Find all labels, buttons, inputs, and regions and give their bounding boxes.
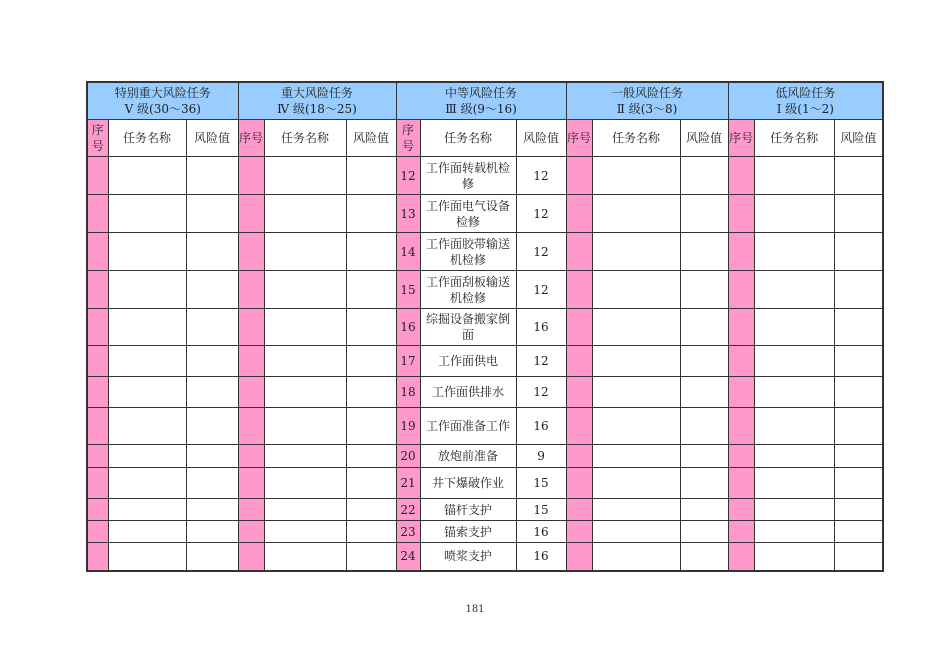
- risk-value-cell: [346, 543, 396, 571]
- risk-value-cell: [186, 408, 238, 445]
- risk-value-cell: [346, 309, 396, 346]
- table-row: [87, 521, 883, 543]
- task-name-cell: [108, 377, 186, 408]
- task-name-cell: 锚杆支护: [420, 499, 516, 521]
- column-header-seq: 序号: [87, 120, 108, 157]
- seq-cell: [87, 271, 108, 309]
- risk-value-cell: [834, 157, 883, 195]
- risk-value-cell: [680, 195, 728, 233]
- task-name-cell: [264, 309, 346, 346]
- task-name-cell: [108, 408, 186, 445]
- table-row: [87, 195, 883, 233]
- page-number: 181: [465, 604, 485, 615]
- task-name-cell: [592, 468, 680, 499]
- task-name-cell: [754, 468, 834, 499]
- seq-cell: [728, 346, 754, 377]
- risk-value-cell: [834, 195, 883, 233]
- task-name-cell: [592, 377, 680, 408]
- table-row: [87, 346, 883, 377]
- seq-cell: [87, 195, 108, 233]
- task-name-cell: [264, 521, 346, 543]
- risk-value-cell: 16: [516, 408, 566, 445]
- task-name-cell: 工作面电气设备检修: [420, 195, 516, 233]
- task-name-cell: [754, 445, 834, 468]
- seq-cell: 12: [396, 157, 420, 195]
- column-header-value: 风险值: [680, 120, 728, 157]
- seq-cell: [87, 377, 108, 408]
- task-name-cell: [592, 346, 680, 377]
- seq-cell: 24: [396, 543, 420, 571]
- seq-cell: 20: [396, 445, 420, 468]
- risk-value-cell: [346, 271, 396, 309]
- seq-cell: [87, 346, 108, 377]
- seq-cell: [238, 271, 264, 309]
- seq-cell: [566, 346, 592, 377]
- column-header-seq: 序号: [566, 120, 592, 157]
- risk-value-cell: 15: [516, 499, 566, 521]
- risk-value-cell: [186, 468, 238, 499]
- table-body: [87, 157, 883, 571]
- group-header-major: [238, 82, 396, 120]
- column-header-seq: 序号: [728, 120, 754, 157]
- risk-value-cell: [680, 543, 728, 571]
- seq-cell: [566, 468, 592, 499]
- seq-cell: [566, 377, 592, 408]
- risk-value-cell: [346, 521, 396, 543]
- seq-cell: [728, 309, 754, 346]
- table-row: [87, 445, 883, 468]
- risk-value-cell: [834, 377, 883, 408]
- seq-cell: [87, 468, 108, 499]
- risk-value-cell: [186, 521, 238, 543]
- task-name-cell: [592, 309, 680, 346]
- task-name-cell: [592, 271, 680, 309]
- risk-value-cell: [834, 521, 883, 543]
- task-name-cell: [754, 309, 834, 346]
- seq-cell: [728, 408, 754, 445]
- task-name-cell: [592, 157, 680, 195]
- seq-cell: [238, 408, 264, 445]
- task-name-cell: [754, 408, 834, 445]
- seq-cell: 15: [396, 271, 420, 309]
- table-row: [87, 543, 883, 571]
- table-row: [87, 377, 883, 408]
- column-header-value: 风险值: [516, 120, 566, 157]
- seq-cell: [728, 195, 754, 233]
- risk-value-cell: [834, 445, 883, 468]
- table-row: [87, 233, 883, 271]
- task-name-cell: [264, 271, 346, 309]
- column-header-seq: 序号: [396, 120, 420, 157]
- task-name-cell: [754, 377, 834, 408]
- task-name-cell: [264, 468, 346, 499]
- seq-cell: [87, 543, 108, 571]
- seq-cell: [728, 377, 754, 408]
- task-name-cell: [754, 195, 834, 233]
- seq-cell: [238, 377, 264, 408]
- seq-cell: [566, 521, 592, 543]
- seq-cell: 13: [396, 195, 420, 233]
- column-header-name: 任务名称: [420, 120, 516, 157]
- group-header-extreme: [87, 82, 238, 120]
- risk-value-cell: [186, 499, 238, 521]
- seq-cell: [87, 157, 108, 195]
- seq-cell: [87, 521, 108, 543]
- risk-value-cell: 9: [516, 445, 566, 468]
- seq-cell: 17: [396, 346, 420, 377]
- seq-cell: [566, 499, 592, 521]
- group-level: Ⅴ 级(30～36): [124, 102, 201, 116]
- task-name-cell: [264, 499, 346, 521]
- table-row: [87, 157, 883, 195]
- task-name-cell: [754, 499, 834, 521]
- column-header-value: 风险值: [186, 120, 238, 157]
- seq-cell: 16: [396, 309, 420, 346]
- risk-value-cell: [834, 346, 883, 377]
- task-name-cell: [592, 195, 680, 233]
- risk-value-cell: [834, 408, 883, 445]
- task-name-cell: [108, 521, 186, 543]
- risk-value-cell: 12: [516, 346, 566, 377]
- group-header-row: [87, 82, 883, 120]
- seq-cell: [566, 271, 592, 309]
- task-name-cell: 工作面胶带输送机检修: [420, 233, 516, 271]
- group-title: 低风险任务: [775, 86, 836, 100]
- column-header-name: 任务名称: [754, 120, 834, 157]
- seq-cell: [238, 468, 264, 499]
- risk-value-cell: [834, 271, 883, 309]
- task-name-cell: [592, 408, 680, 445]
- risk-value-cell: [346, 445, 396, 468]
- seq-cell: [566, 408, 592, 445]
- task-name-cell: [108, 195, 186, 233]
- risk-value-cell: [186, 271, 238, 309]
- risk-value-cell: 16: [516, 543, 566, 571]
- risk-value-cell: [186, 195, 238, 233]
- group-header-general: [566, 82, 728, 120]
- table-row: [87, 271, 883, 309]
- task-name-cell: [264, 408, 346, 445]
- task-name-cell: 工作面供排水: [420, 377, 516, 408]
- seq-cell: [238, 521, 264, 543]
- risk-value-cell: [680, 271, 728, 309]
- group-title: 重大风险任务: [281, 86, 354, 100]
- risk-value-cell: [186, 445, 238, 468]
- risk-value-cell: [680, 468, 728, 499]
- group-level: Ⅳ 级(18～25): [277, 102, 357, 116]
- task-name-cell: [754, 271, 834, 309]
- seq-cell: [728, 468, 754, 499]
- risk-value-cell: [186, 377, 238, 408]
- group-level: Ⅲ 级(9～16): [445, 102, 517, 116]
- risk-value-cell: [346, 408, 396, 445]
- risk-value-cell: [346, 233, 396, 271]
- seq-cell: [238, 233, 264, 271]
- task-name-cell: [264, 233, 346, 271]
- risk-value-cell: [346, 499, 396, 521]
- group-header-medium: [396, 82, 566, 120]
- risk-value-cell: [834, 309, 883, 346]
- risk-value-cell: [680, 346, 728, 377]
- seq-cell: [728, 543, 754, 571]
- task-name-cell: 井下爆破作业: [420, 468, 516, 499]
- risk-value-cell: [834, 468, 883, 499]
- seq-cell: [566, 195, 592, 233]
- table-row: [87, 468, 883, 499]
- task-name-cell: [754, 346, 834, 377]
- risk-value-cell: [834, 233, 883, 271]
- risk-value-cell: 16: [516, 309, 566, 346]
- task-name-cell: [264, 377, 346, 408]
- seq-cell: [238, 195, 264, 233]
- task-name-cell: [264, 445, 346, 468]
- task-name-cell: [108, 346, 186, 377]
- risk-value-cell: 15: [516, 468, 566, 499]
- risk-value-cell: [834, 499, 883, 521]
- task-name-cell: [264, 543, 346, 571]
- task-name-cell: [108, 543, 186, 571]
- task-name-cell: [108, 157, 186, 195]
- task-name-cell: 综掘设备搬家倒面: [420, 309, 516, 346]
- task-name-cell: 工作面转载机检修: [420, 157, 516, 195]
- seq-cell: [87, 408, 108, 445]
- seq-cell: [566, 445, 592, 468]
- risk-value-cell: [186, 346, 238, 377]
- seq-cell: [728, 499, 754, 521]
- risk-value-cell: [346, 468, 396, 499]
- seq-cell: [728, 271, 754, 309]
- seq-cell: [566, 157, 592, 195]
- seq-cell: [566, 543, 592, 571]
- task-name-cell: 锚索支护: [420, 521, 516, 543]
- task-name-cell: [264, 346, 346, 377]
- risk-value-cell: [680, 408, 728, 445]
- risk-value-cell: [186, 543, 238, 571]
- task-name-cell: 放炮前准备: [420, 445, 516, 468]
- task-name-cell: [754, 543, 834, 571]
- risk-value-cell: [346, 377, 396, 408]
- task-name-cell: 工作面供电: [420, 346, 516, 377]
- seq-cell: [238, 157, 264, 195]
- task-name-cell: [264, 195, 346, 233]
- group-title: 中等风险任务: [445, 86, 518, 100]
- seq-cell: [728, 157, 754, 195]
- task-name-cell: [754, 521, 834, 543]
- column-header-name: 任务名称: [592, 120, 680, 157]
- seq-cell: [238, 346, 264, 377]
- column-header-seq: 序号: [238, 120, 264, 157]
- risk-value-cell: 16: [516, 521, 566, 543]
- column-header-name: 任务名称: [108, 120, 186, 157]
- risk-value-cell: [186, 233, 238, 271]
- risk-value-cell: [186, 157, 238, 195]
- group-title: 一般风险任务: [611, 86, 684, 100]
- seq-cell: [566, 309, 592, 346]
- seq-cell: [87, 445, 108, 468]
- task-name-cell: 工作面刮板输送机检修: [420, 271, 516, 309]
- risk-value-cell: 12: [516, 233, 566, 271]
- risk-value-cell: [346, 195, 396, 233]
- seq-cell: 19: [396, 408, 420, 445]
- task-name-cell: [592, 499, 680, 521]
- task-name-cell: [754, 233, 834, 271]
- seq-cell: [238, 543, 264, 571]
- risk-value-cell: [680, 157, 728, 195]
- group-header-low: [728, 82, 883, 120]
- seq-cell: [728, 445, 754, 468]
- risk-value-cell: [680, 377, 728, 408]
- task-name-cell: [592, 521, 680, 543]
- seq-cell: [238, 445, 264, 468]
- seq-cell: 21: [396, 468, 420, 499]
- task-name-cell: [264, 157, 346, 195]
- task-name-cell: [108, 499, 186, 521]
- risk-value-cell: [346, 346, 396, 377]
- risk-value-cell: [346, 157, 396, 195]
- risk-value-cell: 12: [516, 157, 566, 195]
- risk-task-table: [86, 81, 884, 572]
- task-name-cell: [108, 271, 186, 309]
- task-name-cell: [108, 445, 186, 468]
- column-header-value: 风险值: [346, 120, 396, 157]
- task-name-cell: [592, 445, 680, 468]
- column-header-name: 任务名称: [264, 120, 346, 157]
- seq-cell: [728, 521, 754, 543]
- risk-value-cell: 12: [516, 195, 566, 233]
- column-header-value: 风险值: [834, 120, 883, 157]
- seq-cell: 14: [396, 233, 420, 271]
- seq-cell: [87, 233, 108, 271]
- table-row: [87, 408, 883, 445]
- risk-value-cell: [834, 543, 883, 571]
- risk-value-cell: [680, 233, 728, 271]
- risk-value-cell: [680, 309, 728, 346]
- seq-cell: [87, 309, 108, 346]
- seq-cell: [87, 499, 108, 521]
- risk-value-cell: 12: [516, 271, 566, 309]
- task-name-cell: [108, 309, 186, 346]
- seq-cell: [238, 499, 264, 521]
- table-row: [87, 309, 883, 346]
- risk-value-cell: 12: [516, 377, 566, 408]
- group-level: Ⅱ 级(3～8): [616, 102, 678, 116]
- seq-cell: 23: [396, 521, 420, 543]
- task-name-cell: 喷浆支护: [420, 543, 516, 571]
- task-name-cell: [592, 543, 680, 571]
- task-name-cell: 工作面准备工作: [420, 408, 516, 445]
- task-name-cell: [592, 233, 680, 271]
- risk-value-cell: [680, 521, 728, 543]
- column-header-row: [87, 120, 883, 157]
- seq-cell: [566, 233, 592, 271]
- group-level: Ⅰ 级(1～2): [776, 102, 834, 116]
- task-name-cell: [108, 233, 186, 271]
- seq-cell: 18: [396, 377, 420, 408]
- risk-value-cell: [186, 309, 238, 346]
- seq-cell: 22: [396, 499, 420, 521]
- task-name-cell: [754, 157, 834, 195]
- seq-cell: [728, 233, 754, 271]
- table-row: [87, 499, 883, 521]
- risk-value-cell: [680, 499, 728, 521]
- seq-cell: [238, 309, 264, 346]
- group-title: 特别重大风险任务: [114, 86, 211, 100]
- task-name-cell: [108, 468, 186, 499]
- risk-value-cell: [680, 445, 728, 468]
